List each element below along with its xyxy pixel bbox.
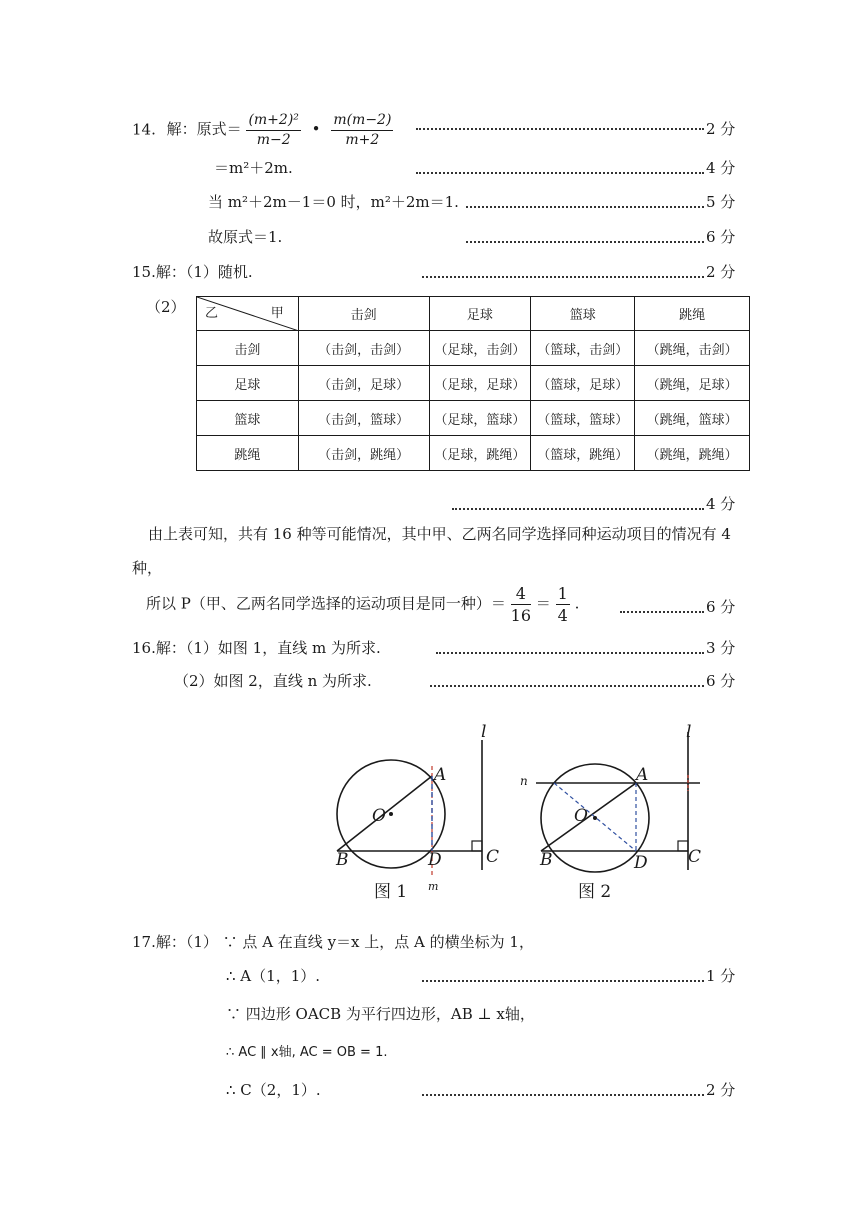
table-cell: （足球，击剑） [429, 331, 531, 366]
q14-frac2-numerator: m(m−2) [331, 112, 393, 131]
prob-equals: ＝ [535, 594, 551, 613]
score-label: 4 分 [706, 159, 736, 177]
prob-frac1-denominator: 16 [510, 606, 532, 626]
q14-frac2-denominator: m+2 [345, 131, 380, 148]
q14-jie: 解：原式＝ [166, 120, 242, 139]
fig1-caption: 图 1 [374, 882, 408, 902]
table-cell: （跳绳，击剑） [635, 331, 750, 366]
score-label: 3 分 [706, 639, 736, 657]
table-row [197, 436, 750, 471]
table-cell: （足球，足球） [429, 366, 531, 401]
score-label: 1 分 [706, 967, 736, 985]
score-label: 6 分 [706, 228, 736, 246]
leader-dots [466, 241, 704, 243]
table-cell: （篮球，足球） [531, 366, 635, 401]
q14-dot: • [311, 120, 321, 139]
fig1-label-o: O [372, 806, 386, 826]
leader-dots [416, 172, 704, 174]
column-header: 击剑 [298, 297, 429, 331]
q17-line3: ∵ 四边形 OACB 为平行四边形，AB ⊥ x轴， [226, 1005, 535, 1023]
table-cell: （跳绳，篮球） [635, 401, 750, 436]
prob-end: . [574, 594, 580, 613]
q15-paragraph-1: 由上表可知，共有 16 种等可能情况，其中甲、乙两名同学选择同种运动项目的情况有 4 [148, 525, 731, 543]
table-cell: （篮球，击剑） [531, 331, 635, 366]
q15-probability-line [146, 584, 579, 625]
fig2-label-l: l [686, 722, 692, 742]
column-header: 篮球 [531, 297, 635, 331]
table-header-row [197, 297, 750, 331]
score-label: 5 分 [706, 193, 736, 211]
header-yi: 乙 [205, 306, 219, 321]
leader-dots [436, 652, 704, 654]
header-jia: 甲 [270, 306, 284, 321]
outcome-table [196, 296, 750, 471]
q14-line4: 故原式＝1. [208, 228, 283, 246]
score-label: 2 分 [706, 263, 736, 281]
fig1-label-l: l [481, 722, 487, 742]
leader-dots [620, 611, 704, 613]
score-label: 6 分 [706, 598, 736, 616]
fig1-right-angle [472, 841, 482, 851]
fig2-label-o: O [574, 806, 588, 826]
leader-dots [422, 276, 704, 278]
figure-2 [536, 732, 700, 872]
prob-frac2-numerator: 1 [556, 584, 570, 605]
fig2-label-n: n [520, 774, 528, 788]
fig2-label-a: A [636, 765, 649, 785]
row-header: 跳绳 [197, 436, 299, 471]
table-corner-cell [197, 297, 299, 331]
row-header: 足球 [197, 366, 299, 401]
q14-label: 14. [132, 120, 156, 139]
prob-fraction-1 [511, 584, 531, 625]
q14-fraction-1 [246, 112, 300, 149]
fig1-label-c: C [486, 847, 500, 867]
score-label: 2 分 [706, 120, 736, 138]
leader-dots [422, 1094, 704, 1096]
table-row [197, 401, 750, 436]
q15-line1: 15.解：（1）随机. [132, 263, 253, 281]
q16-line2: （2）如图 2，直线 n 为所求. [174, 672, 372, 690]
q17-line1: 17.解：（1） ∵ 点 A 在直线 y＝x 上，点 A 的横坐标为 1， [132, 933, 534, 951]
fig2-point-o [593, 816, 597, 820]
leader-dots [416, 128, 704, 130]
leader-dots [430, 685, 704, 687]
leader-dots [452, 508, 704, 510]
table-cell: （足球，跳绳） [429, 436, 531, 471]
q14-frac1-numerator: (m+2)² [246, 112, 300, 131]
fig2-caption: 图 2 [578, 882, 612, 902]
leader-dots [466, 206, 704, 208]
table-cell: （击剑，击剑） [298, 331, 429, 366]
figure-1 [337, 740, 482, 876]
fig2-dashed-1 [554, 783, 636, 851]
fig1-label-d: D [428, 850, 442, 870]
table-row [197, 331, 750, 366]
prob-frac2-denominator: 4 [557, 606, 568, 626]
prob-fraction-2 [556, 584, 570, 625]
prob-frac1-numerator: 4 [511, 584, 531, 605]
table-cell: （击剑，篮球） [298, 401, 429, 436]
column-header: 跳绳 [635, 297, 750, 331]
q14-line1 [132, 112, 393, 149]
table-cell: （篮球，篮球） [531, 401, 635, 436]
table-cell: （击剑，足球） [298, 366, 429, 401]
table-cell: （跳绳，足球） [635, 366, 750, 401]
q16-line1: 16.解：（1）如图 1，直线 m 为所求. [132, 639, 381, 657]
fig1-label-a: A [434, 765, 447, 785]
fig2-label-c: C [688, 847, 702, 867]
column-header: 足球 [429, 297, 531, 331]
prob-prefix: 所以 P（甲、乙两名同学选择的运动项目是同一种）＝ [146, 594, 506, 613]
fig2-circle [541, 764, 649, 872]
table-row [197, 366, 750, 401]
q15-paragraph-2: 种， [132, 559, 163, 577]
q17-line2: ∴ A（1，1）. [226, 967, 320, 985]
table-cell: （足球，篮球） [429, 401, 531, 436]
fig1-label-m: m [428, 880, 439, 893]
q14-line3: 当 m²＋2m－1＝0 时，m²＋2m＝1. [208, 193, 459, 211]
q15-part2: （2） [146, 298, 186, 316]
table-cell: （击剑，跳绳） [298, 436, 429, 471]
q14-line2: ＝m²＋2m. [214, 159, 293, 177]
q17-line5: ∴ C（2，1）. [226, 1081, 321, 1099]
fig2-label-d: D [634, 853, 648, 873]
leader-dots [422, 980, 704, 982]
table-cell: （篮球，跳绳） [531, 436, 635, 471]
score-label: 4 分 [706, 495, 736, 513]
score-label: 6 分 [706, 672, 736, 690]
row-header: 击剑 [197, 331, 299, 366]
q14-fraction-2 [331, 112, 393, 149]
fig2-right-angle [678, 841, 688, 851]
q14-frac1-denominator: m−2 [256, 131, 291, 148]
fig1-point-o [389, 812, 393, 816]
score-label: 2 分 [706, 1081, 736, 1099]
table-cell: （跳绳，跳绳） [635, 436, 750, 471]
fig2-line-ba [541, 783, 636, 851]
q17-line4: ∴ AC ∥ x轴, AC = OB = 1. [226, 1045, 388, 1060]
fig2-label-b: B [540, 850, 553, 870]
fig1-label-b: B [336, 850, 349, 870]
row-header: 篮球 [197, 401, 299, 436]
